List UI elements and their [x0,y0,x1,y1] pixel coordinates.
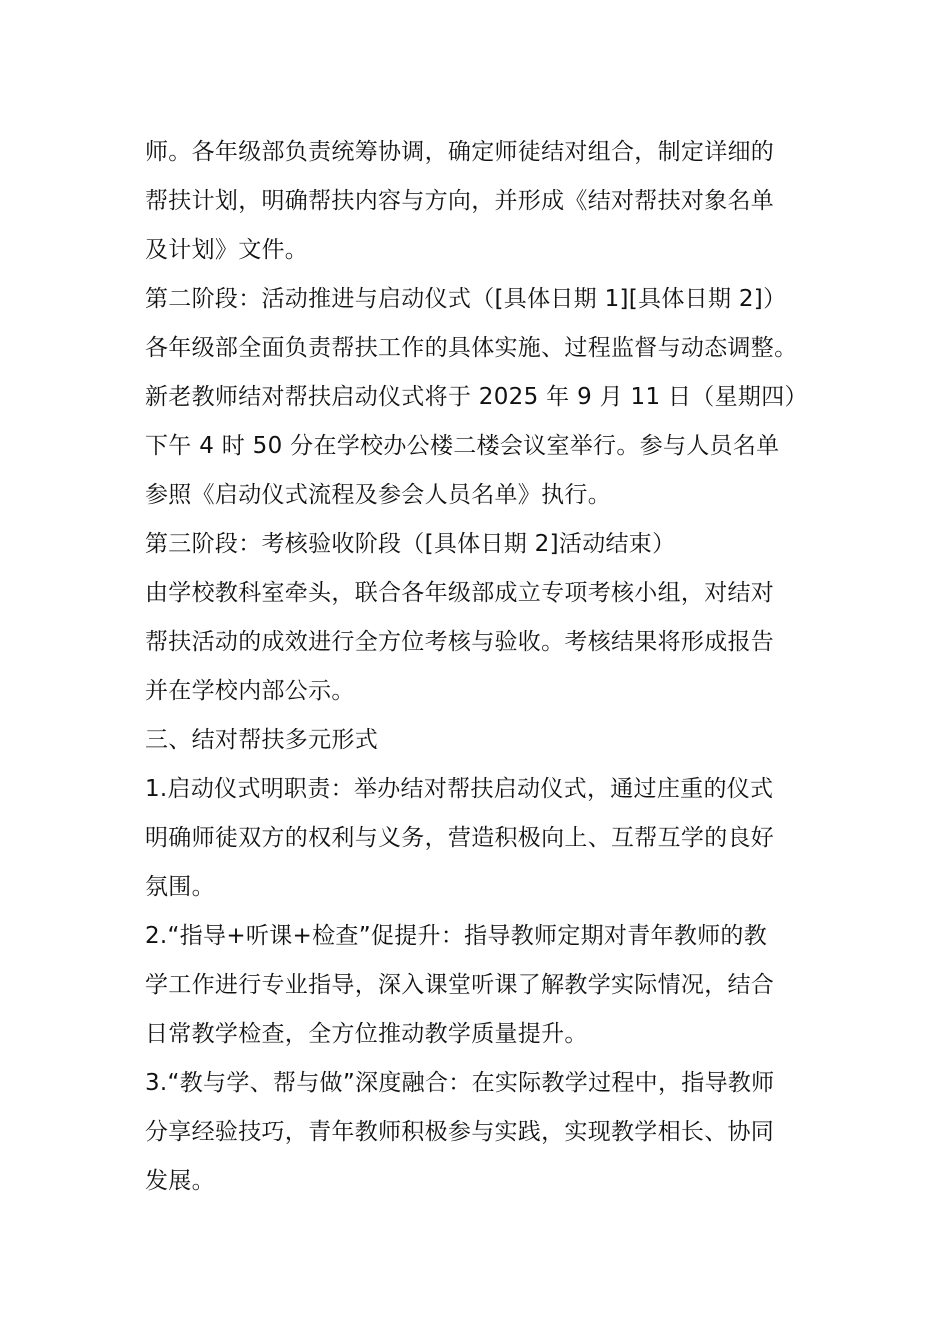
section-heading-forms: 三、结对帮扶多元形式 [145,727,378,753]
text-line: 学工作进行专业指导，深入课堂听课了解教学实际情况，结合 [145,972,775,998]
text-line: 帮扶计划，明确帮扶内容与方向，并形成《结对帮扶对象名单 [145,188,775,214]
text-line: 师。各年级部负责统筹协调，确定师徒结对组合，制定详细的 [145,139,775,165]
section-heading-stage-3: 第三阶段：考核验收阶段（[具体日期 2]活动结束） [145,531,676,557]
list-item-1: 1.启动仪式明职责：举办结对帮扶启动仪式，通过庄重的仪式 [145,776,774,802]
document-body [145,128,810,1206]
text-line: 参照《启动仪式流程及参会人员名单》执行。 [145,482,611,508]
list-item-3: 3.“教与学、帮与做”深度融合：在实际教学过程中，指导教师 [145,1070,775,1096]
text-line: 明确师徒双方的权利与义务，营造积极向上、互帮互学的良好 [145,825,775,851]
text-line: 新老教师结对帮扶启动仪式将于 2025 年 9 月 11 日（星期四） [145,384,808,410]
text-line: 发展。 [145,1168,215,1194]
text-line: 及计划》文件。 [145,237,309,263]
text-line: 由学校教科室牵头，联合各年级部成立专项考核小组，对结对 [145,580,775,606]
text-line: 日常教学检查，全方位推动教学质量提升。 [145,1021,588,1047]
section-heading-stage-2: 第二阶段：活动推进与启动仪式（[具体日期 1][具体日期 2]） [145,286,787,312]
text-line: 下午 4 时 50 分在学校办公楼二楼会议室举行。参与人员名单 [145,433,780,459]
text-line: 氛围。 [145,874,215,900]
text-line: 帮扶活动的成效进行全方位考核与验收。考核结果将形成报告 [145,629,775,655]
text-line: 分享经验技巧，青年教师积极参与实践，实现教学相长、协同 [145,1119,775,1145]
text-line: 并在学校内部公示。 [145,678,355,704]
list-item-2: 2.“指导+听课+检查”促提升：指导教师定期对青年教师的教 [145,923,768,949]
text-line: 各年级部全面负责帮扶工作的具体实施、过程监督与动态调整。 [145,335,798,361]
